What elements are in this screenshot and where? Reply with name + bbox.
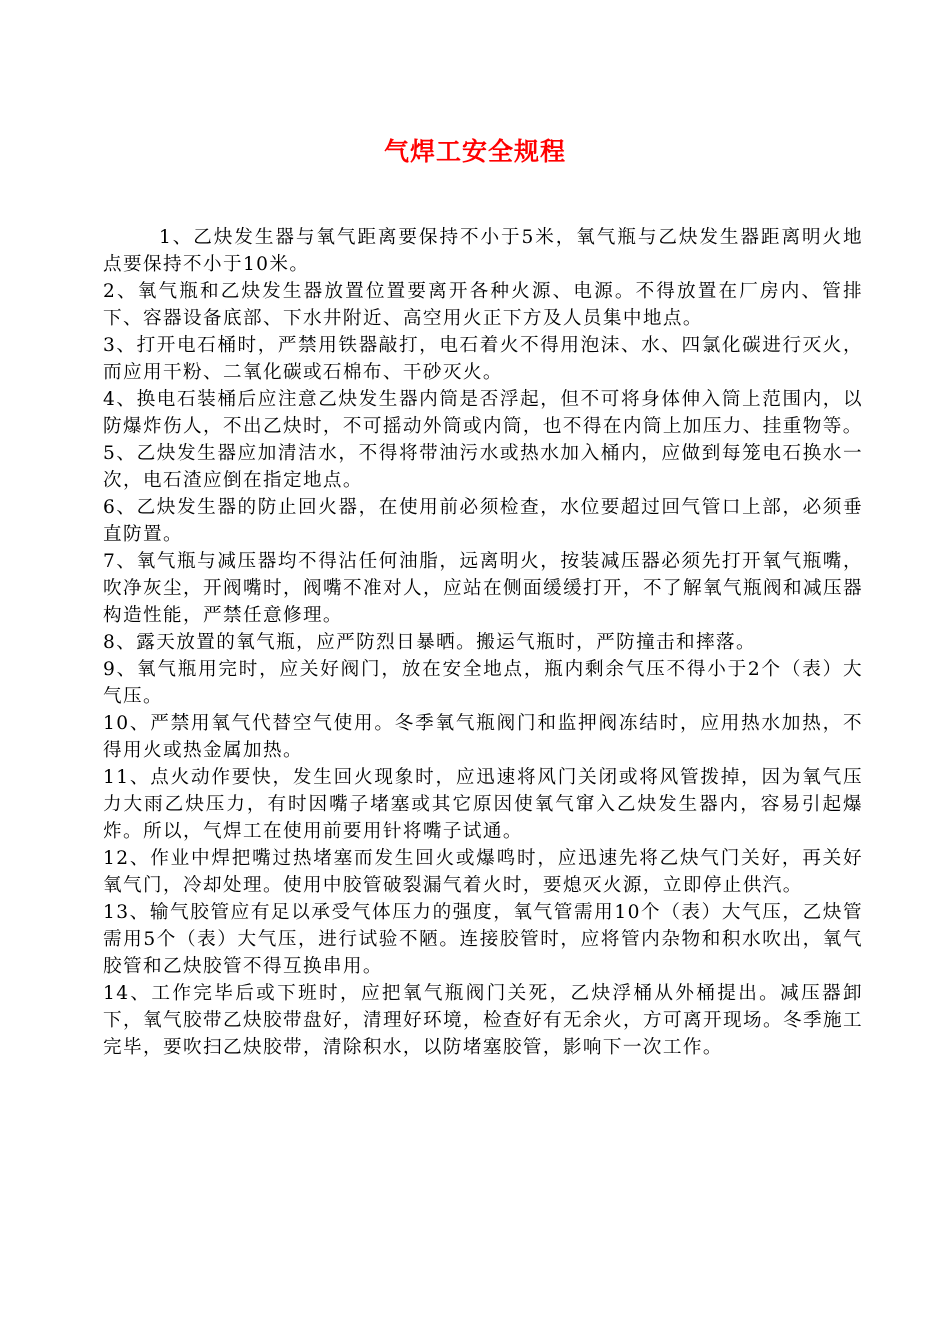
rule-paragraph-1: 1、乙炔发生器与氧气距离要保持不小于5米，氧气瓶与乙炔发生器距离明火地点要保持不小于10米。	[103, 227, 863, 275]
document-body	[103, 224, 863, 1061]
rule-paragraph-13: 13、输气胶管应有足以承受气体压力的强度，氧气管需用10个（表）大气压，乙炔管需用5个（表）大气压，进行试验不陋。连接胶管时，应将管内杂物和积水吹出，氧气胶管和乙炔胶管不得互换串用。	[103, 902, 863, 977]
document-title: 气焊工安全规程	[383, 137, 566, 166]
rule-paragraph-8: 8、露天放置的氧气瓶，应严防烈日暴晒。搬运气瓶时，严防撞击和摔落。	[103, 632, 757, 653]
rule-paragraph-4: 4、换电石装桶后应注意乙炔发生器内筒是否浮起，但不可将身体伸入筒上范围内，以防爆炸伤人，不出乙炔时，不可摇动外筒或内筒，也不得在内筒上加压力、挂重物等。	[103, 389, 863, 437]
rule-paragraph-5: 5、乙炔发生器应加清洁水，不得将带油污水或热水加入桶内，应做到每笼电石换水一次，电石渣应倒在指定地点。	[103, 443, 863, 491]
rule-paragraph-11: 11、点火动作要快，发生回火现象时，应迅速将风门关闭或将风管拨掉，因为氧气压力大雨乙炔压力，有时因嘴子堵塞或其它原因使氧气窜入乙炔发生器内，容易引起爆炸。所以，气焊工在使用前要用针将嘴子试通。	[103, 767, 863, 842]
rule-paragraph-2: 2、氧气瓶和乙炔发生器放置位置要离开各种火源、电源。不得放置在厂房内、管排下、容器设备底部、下水井附近、高空用火正下方及人员集中地点。	[103, 281, 863, 329]
rule-paragraph-9: 9、氧气瓶用完时，应关好阀门，放在安全地点，瓶内剩余气压不得小于2个（表）大气压。	[103, 659, 863, 707]
rule-paragraph-10: 10、严禁用氧气代替空气使用。冬季氧气瓶阀门和监押阀冻结时，应用热水加热，不得用火或热金属加热。	[103, 713, 863, 761]
rule-paragraph-6: 6、乙炔发生器的防止回火器，在使用前必须检查，水位要超过回气管口上部，必须垂直防置。	[103, 497, 863, 545]
rule-paragraph-3: 3、打开电石桶时，严禁用铁器敲打，电石着火不得用泡沫、水、四氯化碳进行灭火，而应用干粉、二氧化碳或石棉布、干砂灭火。	[103, 335, 863, 383]
rule-paragraph-7: 7、氧气瓶与减压器均不得沾任何油脂，远离明火，按装减压器必须先打开氧气瓶嘴，吹净灰尘，开阀嘴时，阀嘴不准对人，应站在侧面缓缓打开，不了解氧气瓶阀和减压器构造性能，严禁任意修理。	[103, 551, 863, 626]
rule-paragraph-14: 14、工作完毕后或下班时，应把氧气瓶阀门关死，乙炔浮桶从外桶提出。减压器卸下，氧气胶带乙炔胶带盘好，清理好环境，检查好有无余火，方可离开现场。冬季施工完毕，要吹扫乙炔胶带，清除积水，以防堵塞胶管，影响下一次工作。	[103, 983, 863, 1058]
rule-paragraph-12: 12、作业中焊把嘴过热堵塞而发生回火或爆鸣时，应迅速先将乙炔气门关好，再关好氧气门，冷却处理。使用中胶管破裂漏气着火时，要熄灭火源，立即停止供汽。	[103, 848, 863, 896]
